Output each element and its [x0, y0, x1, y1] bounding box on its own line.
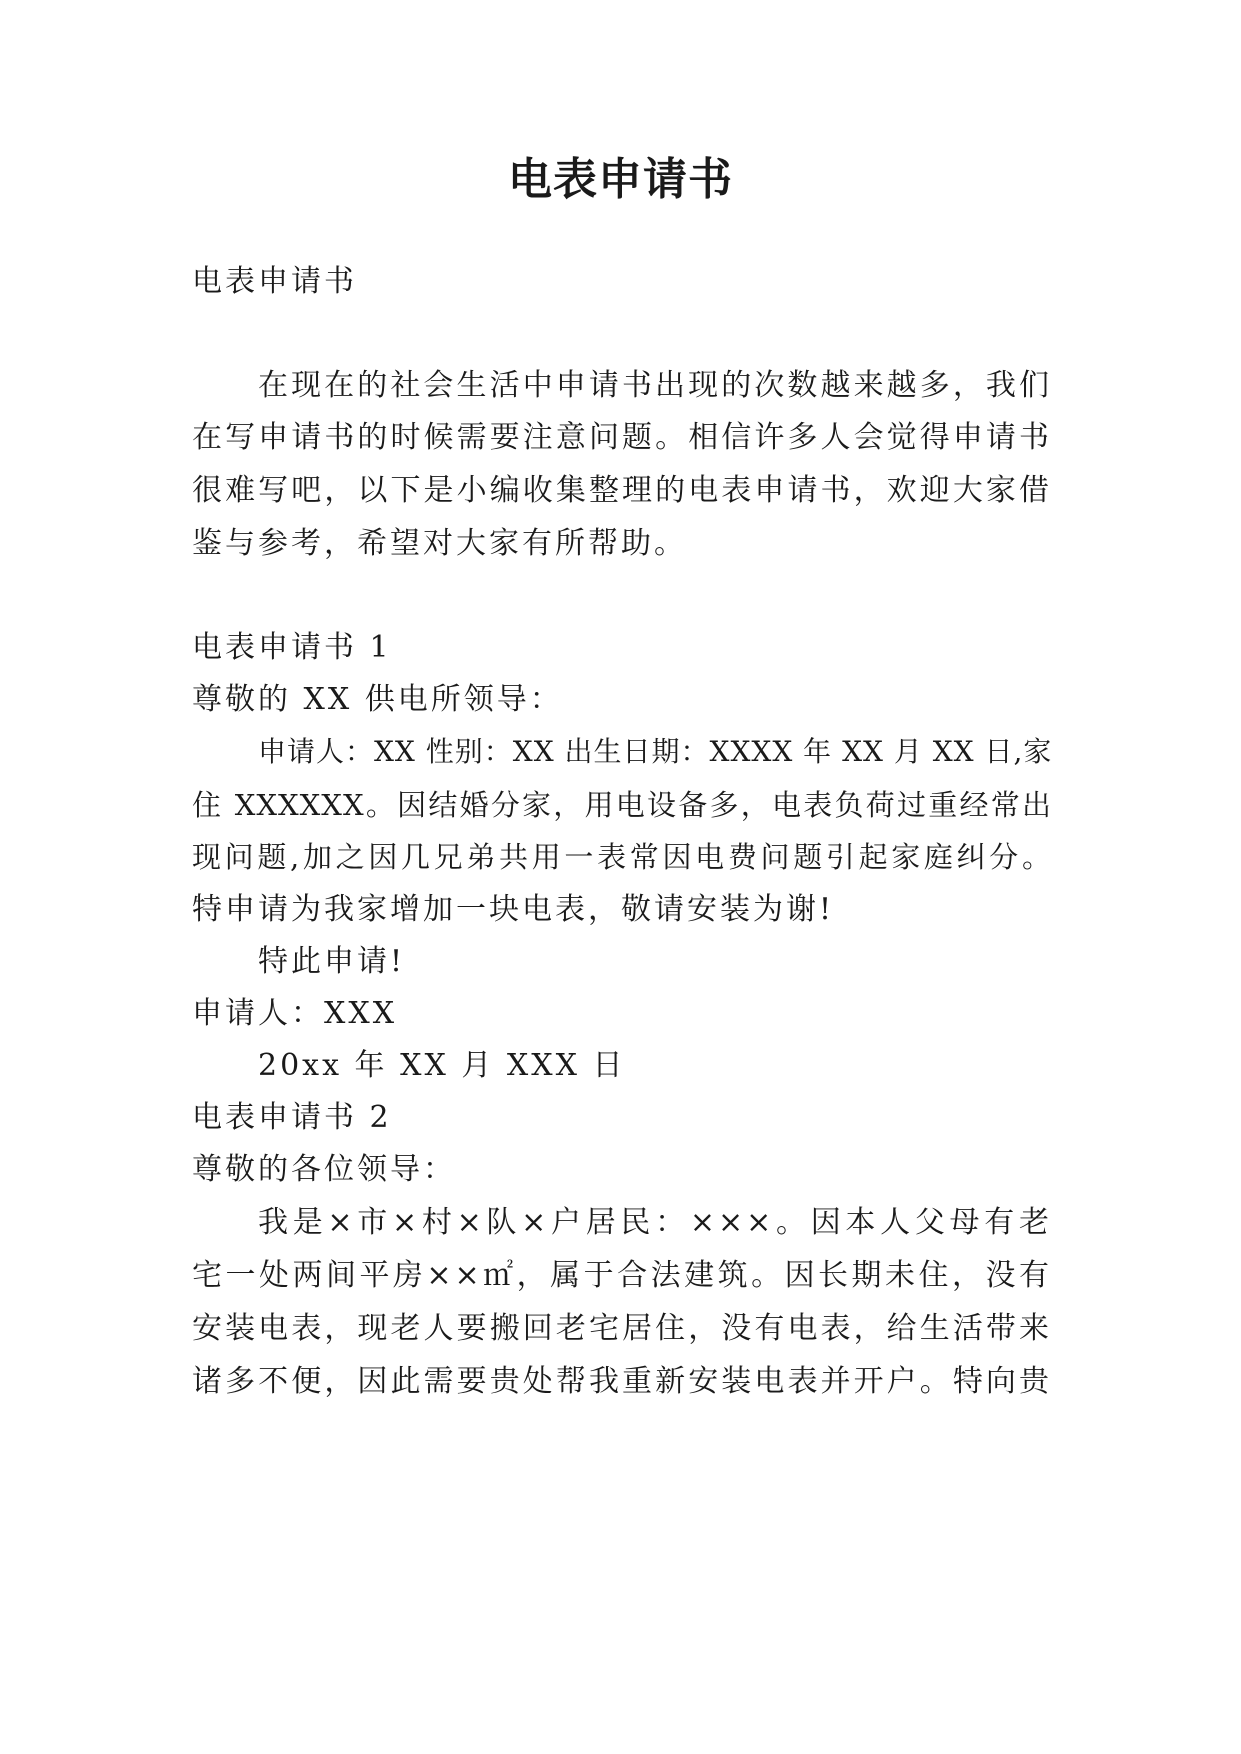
document-subtitle: 电表申请书 [192, 264, 357, 299]
document-title: 电表申请书 [508, 154, 733, 205]
letter1-body-line-1: 申请人：XX 性别：XX 出生日期：XXXX 年 XX 月 XX 日,家 [258, 735, 1053, 768]
letter2-body-line-3: 安装电表，现老人要搬回老宅居住，没有电表，给生活带来 [192, 1311, 1052, 1346]
letter1-body-line-4: 特申请为我家增加一块电表，敬请安装为谢! [192, 892, 835, 927]
letter2-body-line-1: 我是×市×村×队×户居民：×××。因本人父母有老 [258, 1205, 1052, 1240]
letter1-body-line-2: 住 XXXXXX。因结婚分家，用电设备多，电表负荷过重经常出 [192, 788, 1052, 822]
intro-paragraph-line-2: 在写申请书的时候需要注意问题。相信许多人会觉得申请书 [192, 420, 1052, 455]
letter2-body-line-2: 宅一处两间平房××㎡，属于合法建筑。因长期未住，没有 [192, 1258, 1052, 1293]
intro-paragraph-line-1: 在现在的社会生活中申请书出现的次数越来越多，我们 [258, 368, 1052, 403]
intro-paragraph-line-3: 很难写吧，以下是小编收集整理的电表申请书，欢迎大家借 [192, 473, 1052, 508]
letter1-heading: 电表申请书 1 [192, 630, 392, 665]
letter1-body-line-3: 现问题,加之因几兄弟共用一表常因电费问题引起家庭纠分。 [192, 840, 1052, 874]
letter1-salutation: 尊敬的 XX 供电所领导： [192, 682, 563, 717]
intro-paragraph-line-4: 鉴与参考，希望对大家有所帮助。 [192, 526, 687, 561]
letter1-date: 20xx 年 XX 月 XXX 日 [258, 1048, 626, 1083]
letter2-heading: 电表申请书 2 [192, 1100, 392, 1135]
letter1-signature: 申请人：XXX [192, 996, 398, 1031]
letter1-closing: 特此申请! [258, 944, 406, 979]
letter2-salutation: 尊敬的各位领导： [192, 1152, 456, 1187]
letter2-body-line-4: 诸多不便，因此需要贵处帮我重新安装电表并开户。特向贵 [192, 1364, 1052, 1399]
